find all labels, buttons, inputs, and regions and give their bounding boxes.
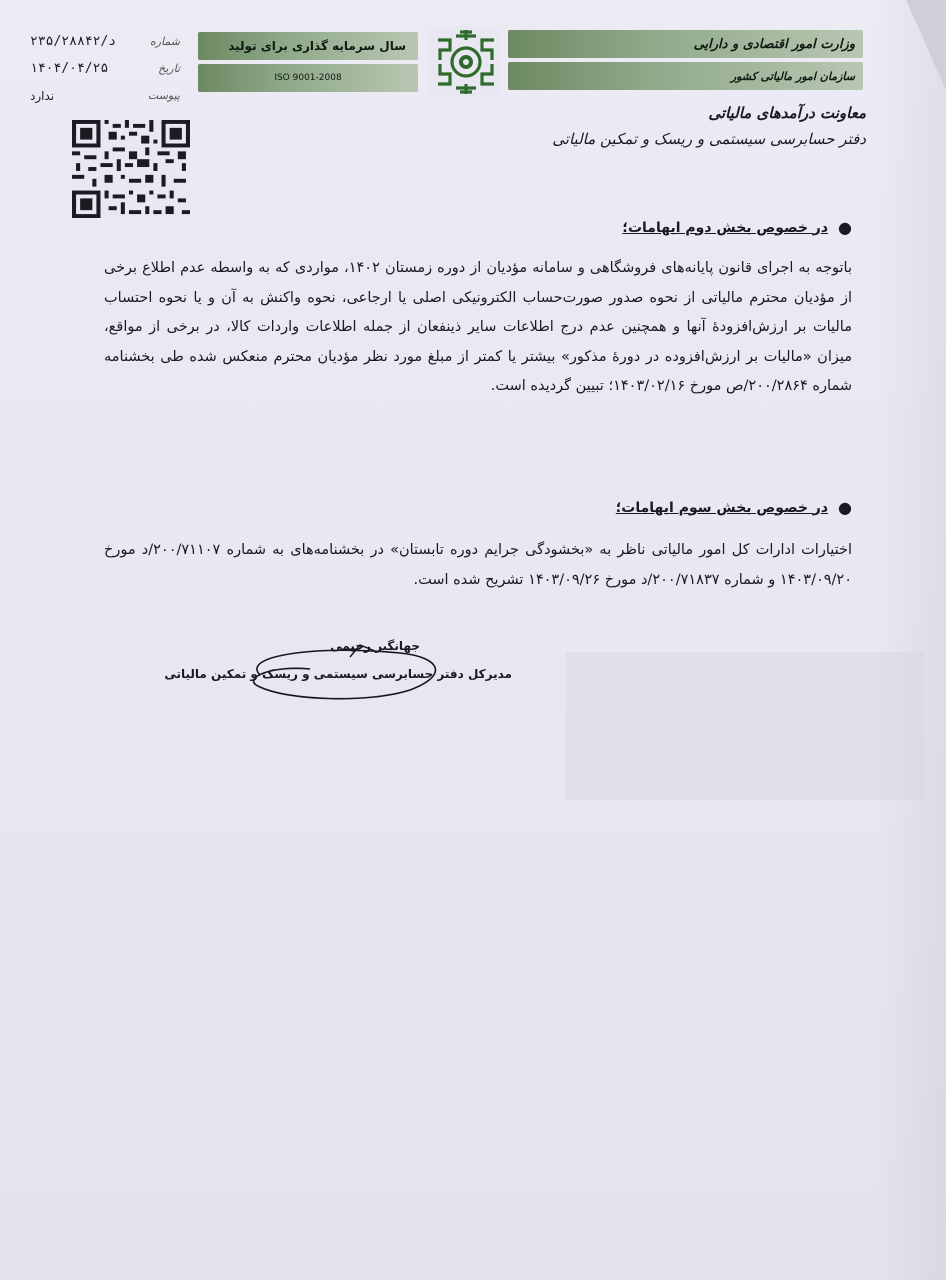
paper-fold-shadow	[876, 0, 946, 1280]
iso-text: ISO 9001-2008	[274, 73, 342, 83]
section-heading	[622, 218, 852, 237]
signature-block	[164, 635, 520, 705]
meta-date-value: ۱۴۰۴/۰۴/۲۵	[30, 61, 109, 76]
tax-organization-emblem	[430, 26, 502, 98]
office-name: دفتر حسابرسی سیستمی و ریسک و تمکین مالیاتی	[552, 130, 866, 148]
meta-attachment-value: ندارد	[30, 88, 55, 103]
section-heading	[616, 498, 852, 517]
meta-attachment-label: پیوست	[147, 89, 180, 102]
section-heading-text: در خصوص بخش سوم ابهامات؛	[615, 499, 829, 516]
deputy-name: معاونت درآمدهای مالیاتی	[708, 104, 866, 122]
meta-attachment-row	[30, 82, 180, 109]
meta-number-row	[30, 28, 180, 55]
meta-date-row	[30, 55, 180, 82]
shadow-patch	[566, 652, 924, 800]
meta-date-label: تاریخ	[158, 62, 180, 75]
section-paragraph: اختیارات ادارات کل امور مالیاتی ناظر به «بخشودگی جرایم دوره تابستان» در بخشنامه‌های به شماره ۲۰۰/۷۱۱۰۷/د مورخ ۱۴۰۳/۰۹/۲۰ و شماره ۲۰۰/۷۱۸۳۷/د مورخ ۱۴۰۳/۰۹/۲۶ تشریح شده است.	[104, 542, 852, 588]
organization-band	[508, 62, 863, 90]
qr-code	[72, 120, 190, 218]
organization-name: سازمان امور مالیاتی کشور	[730, 69, 855, 83]
slogan-text: سال سرمایه گذاری برای تولید	[228, 39, 406, 53]
meta-number-label: شماره	[149, 35, 180, 48]
meta-number-value: ۲۳۵/۲۸۸۴۲/د	[30, 34, 117, 49]
bullet-icon: ●	[838, 218, 852, 237]
paper-corner	[906, 0, 946, 90]
department-block	[506, 100, 866, 152]
slogan-band	[198, 32, 418, 60]
ministry-band	[508, 30, 863, 58]
signer-title: مدیرکل دفتر حسابرسی سیستمی و ریسک و تمکین مالیاتی	[164, 667, 512, 681]
section-paragraph: باتوجه به اجرای قانون پایانه‌های فروشگاهی و سامانه مؤدیان از دوره زمستان ۱۴۰۲، مواردی که به واسطه عدم اطلاع برخی از مؤدیان محترم مالیاتی از نحوه صدور صورت‌حساب الکترونیکی اصلی یا ارجاعی، نحوه واکنش به آن و یا نحوه احتساب مالیات بر ارزش‌افزودهٔ آنها و همچنین عدم درج اطلاعات سایر ذینفعان از جمله اطلاعات واردات کالا، در برخی از مواقع، میزان «مالیات بر ارزش‌افزوده در دورهٔ مذکور» بیشتر یا کمتر از مبلغ مورد نظر مؤدیان محترم منعکس شده طی بخشنامه شماره ۲۰۰/۲۸۶۴/ص مورخ ۱۴۰۳/۰۲/۱۶؛ تبیین گردیده است.	[104, 260, 853, 394]
ministry-name: وزارت امور اقتصادی و دارایی	[693, 36, 855, 52]
letter-meta	[30, 28, 180, 109]
iso-band	[198, 64, 418, 92]
bullet-icon: ●	[838, 498, 852, 517]
section-heading-text: در خصوص بخش دوم ابهامات؛	[622, 219, 829, 236]
signer-name: جهانگیر رحیمی	[330, 639, 420, 653]
